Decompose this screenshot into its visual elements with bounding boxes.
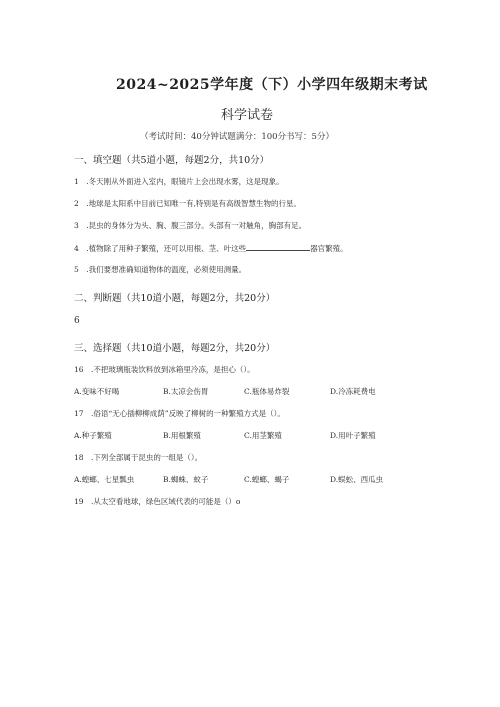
- question-4-stem: 4 .植物除了用种子繁殖，还可以用根、茎、叶这些: [74, 244, 247, 253]
- answer-blank: [246, 242, 310, 251]
- q17-option-a: A.种子繁殖: [74, 431, 112, 440]
- question-18: 18 .下列全部属于昆虫的一组是（）。: [74, 453, 203, 462]
- q17-option-c: C.用茎繁殖: [244, 431, 282, 440]
- question-3: 3 .昆虫的身体分为头、胸、腹三部分。头部有一对触角，胸部有足。: [74, 221, 307, 230]
- q16-option-c: C.瓶体易炸裂: [244, 387, 290, 396]
- exam-subtitle: 科学试卷: [221, 108, 274, 123]
- q16-option-b: B.太凉会伤胃: [163, 387, 209, 396]
- question-2: 2 .地球是太阳系中目前已知唯一有,特别是有高级智慧生物的行星。: [74, 199, 302, 208]
- q17-option-b: B.用根繁殖: [163, 431, 201, 440]
- q16-option-d: D.冷冻耗费电: [330, 387, 376, 396]
- question-4: [74, 242, 348, 254]
- q17-option-d: D.用叶子繁殖: [330, 431, 376, 440]
- question-1: 1 .冬天刚从外面进入室内，眼镜片上会出现水雾，这是现象。: [74, 177, 284, 186]
- exam-info: （考试时间：40分钟试题满分：100分书写：5分）: [140, 132, 334, 142]
- section-true-false-content: 6: [74, 316, 80, 326]
- question-4-suffix: 器官繁殖。: [310, 244, 348, 253]
- section-true-false-heading: 二、判断题（共10道小题，每题2分，共20分）: [74, 293, 276, 304]
- exam-title: 2024~2025学年度（下）小学四年级期末考试: [116, 77, 428, 93]
- section-choice-heading: 三、选择题（共10道小题，每题2分，共20分）: [74, 343, 276, 354]
- question-17: 17 .俗语“无心插柳柳成荫”反映了柳树的一种繁殖方式是（）。: [74, 409, 285, 418]
- q18-option-a: A.蝗螂、七星瓢虫: [74, 475, 135, 484]
- question-5: 5 .我们要想准确知道物体的温度，必须使用测量。: [74, 265, 247, 274]
- q18-option-c: C.蝗螂、蝎子: [244, 475, 290, 484]
- q16-option-a: A.变味不好喝: [74, 387, 120, 396]
- section-fill-blank-heading: 一、填空题（共5道小题，每题2分，共10分）: [74, 155, 270, 166]
- q18-option-d: D.蜈蚣、西瓜虫: [330, 475, 384, 484]
- question-16: 16 .不把玻璃瓶装饮料放到冰箱里冷冻，是担心（）。: [74, 365, 255, 374]
- question-19: 19 .从太空看地球，绿色区域代表的可能是（）o: [74, 497, 241, 506]
- q18-option-b: B.蜘蛛、蚊子: [163, 475, 209, 484]
